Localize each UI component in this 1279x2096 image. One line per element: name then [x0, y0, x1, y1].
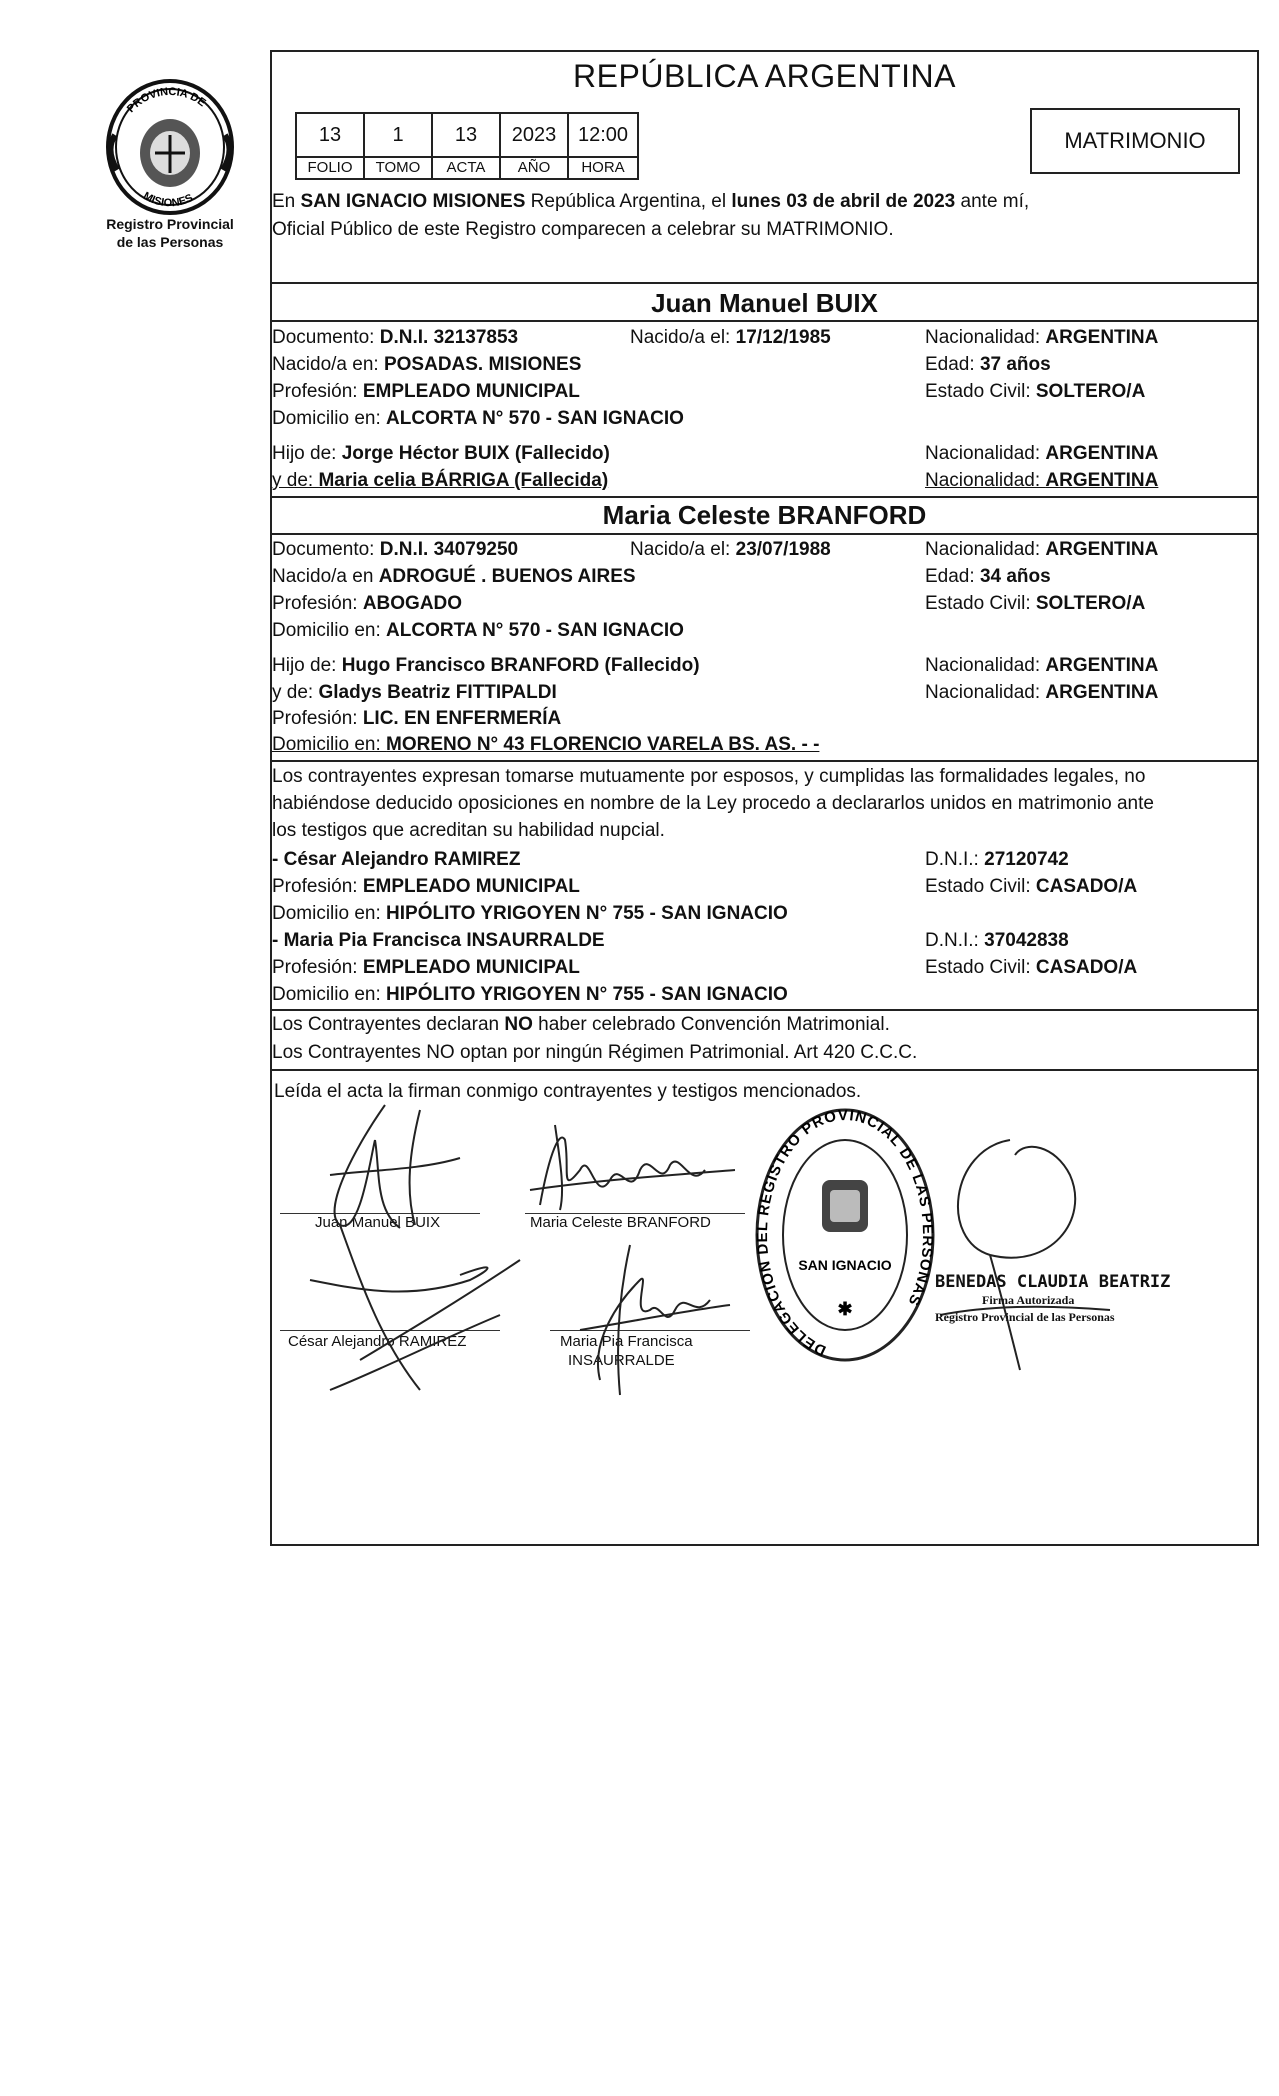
value: ARGENTINA — [1045, 655, 1159, 676]
spouse1-birthplace — [272, 353, 581, 377]
registry-seal-icon — [95, 75, 245, 215]
label: Domicilio en: — [272, 734, 387, 755]
value: ABOGADO — [362, 593, 463, 614]
tomo-label: TOMO — [375, 159, 421, 176]
official-name: BENEDAS CLAUDIA BEATRIZ — [935, 1272, 1171, 1292]
signature-label-witness2-l1: Maria Pia Francisca — [560, 1333, 693, 1350]
value: EMPLEADO MUNICIPAL — [362, 957, 580, 978]
code-anio — [501, 114, 569, 178]
code-hora — [569, 114, 637, 178]
label: Nacionalidad: — [925, 682, 1046, 703]
regime-line-2 — [272, 1041, 917, 1065]
value: ARGENTINA — [1045, 682, 1159, 703]
code-folio — [297, 114, 365, 178]
witness2-address — [272, 983, 788, 1007]
intro-line-1 — [272, 190, 1029, 214]
declaration-line-2: habiéndose deducido oposiciones en nombre de la Ley procedo a declararlos unidos en matrimonio ante — [272, 793, 1154, 814]
value: D.N.I. 34079250 — [379, 539, 519, 560]
label: Nacionalidad: — [925, 539, 1046, 560]
spouse1-father-nationality — [925, 442, 1158, 466]
label: Profesión: — [272, 876, 363, 897]
registry-logo — [95, 75, 245, 215]
signature-witness1-icon — [300, 1220, 540, 1400]
spouse2-father — [272, 654, 700, 678]
label: Estado Civil: — [925, 381, 1036, 402]
label: D.N.I.: — [925, 849, 985, 870]
stamp-star-icon: ✱ — [837, 1299, 853, 1319]
spouse1-name: Juan Manuel BUIX — [651, 288, 878, 318]
official-stamp-icon — [750, 1106, 940, 1370]
label: Nacionalidad: — [925, 327, 1046, 348]
value: 27120742 — [984, 849, 1069, 870]
label: y de: — [272, 682, 319, 703]
intro-line-2: Oficial Público de este Registro comparecen a celebrar su MATRIMONIO. — [272, 219, 894, 240]
spouse1-nationality — [925, 326, 1158, 350]
signature-label-witness2-l2: INSAURRALDE — [568, 1352, 675, 1369]
spouse2-age — [925, 565, 1051, 589]
anio-label: AÑO — [517, 159, 551, 176]
label: Nacido/a en — [272, 566, 379, 587]
spouse2-birthdate — [630, 538, 831, 562]
record-code-box — [295, 112, 639, 180]
value: LIC. EN ENFERMERÍA — [362, 708, 562, 729]
label: Profesión: — [272, 593, 363, 614]
record-type-box: MATRIMONIO — [1030, 108, 1240, 174]
label: Nacionalidad: — [925, 655, 1046, 676]
witness1-profession — [272, 875, 580, 899]
label: Nacionalidad: — [925, 470, 1046, 491]
svg-text:MISIONES — [141, 190, 195, 209]
divider — [270, 1009, 1259, 1011]
spouse1-civil-status — [925, 380, 1145, 404]
signature-spouse2-icon — [520, 1110, 740, 1220]
witness2-dni — [925, 929, 1069, 953]
acta-value: 13 — [433, 114, 499, 158]
label: Documento: — [272, 539, 380, 560]
value: CASADO/A — [1035, 876, 1138, 897]
intro-date: lunes 03 de abril de 2023 — [731, 191, 956, 212]
value: HIPÓLITO YRIGOYEN N° 755 - SAN IGNACIO — [386, 984, 788, 1005]
label: Edad: — [925, 566, 980, 587]
label: Domicilio en: — [272, 620, 387, 641]
value: ALCORTA N° 570 - SAN IGNACIO — [386, 620, 684, 641]
label: Nacionalidad: — [925, 443, 1046, 464]
text: NO — [426, 1042, 455, 1063]
value: Maria celia BÁRRIGA (Fallecida) — [318, 470, 609, 491]
divider — [270, 282, 1259, 284]
value: SOLTERO/A — [1035, 593, 1146, 614]
spouse2-nationality — [925, 538, 1158, 562]
value: ARGENTINA — [1045, 539, 1159, 560]
value: EMPLEADO MUNICIPAL — [362, 381, 580, 402]
value: Jorge Héctor BUIX (Fallecido) — [341, 443, 610, 464]
label: Profesión: — [272, 957, 363, 978]
declaration-line-3: los testigos que acreditan su habilidad nupcial. — [272, 820, 665, 841]
witness1-civil-status — [925, 875, 1137, 899]
witness1-address — [272, 902, 788, 926]
folio-value: 13 — [297, 114, 363, 158]
value: MORENO N° 43 FLORENCIO VARELA BS. AS. - - — [386, 734, 820, 755]
value: Hugo Francisco BRANFORD (Fallecido) — [341, 655, 700, 676]
official-title: Firma Autorizada — [982, 1293, 1075, 1307]
value: ARGENTINA — [1045, 443, 1159, 464]
spouse2-father-nationality — [925, 654, 1158, 678]
spouse1-father — [272, 442, 610, 466]
spouse2-mother-address — [272, 733, 819, 757]
spouse2-name: Maria Celeste BRANFORD — [602, 500, 927, 530]
value: 34 años — [979, 566, 1051, 587]
anio-value: 2023 — [501, 114, 567, 158]
logo-caption — [70, 215, 270, 251]
label: Hijo de: — [272, 443, 342, 464]
witness1-dni — [925, 848, 1069, 872]
closing-text: Leída el acta la firman conmigo contrayentes y testigos mencionados. — [274, 1081, 862, 1102]
spouse2-mother-nationality — [925, 681, 1158, 705]
value: D.N.I. 32137853 — [379, 327, 519, 348]
declaration-line-1: Los contrayentes expresan tomarse mutuamente por esposos, y cumplidas las formalidades legales, no — [272, 766, 1146, 787]
label: Domicilio en: — [272, 984, 387, 1005]
value: HIPÓLITO YRIGOYEN N° 755 - SAN IGNACIO — [386, 903, 788, 924]
witness2-civil-status — [925, 956, 1137, 980]
signature-label-spouse2: Maria Celeste BRANFORD — [530, 1214, 711, 1231]
text: NO — [504, 1014, 533, 1035]
intro-text: República Argentina, el — [525, 191, 732, 212]
spouse2-address — [272, 619, 684, 643]
witness1-name: - César Alejandro RAMIREZ — [272, 849, 521, 870]
label: Documento: — [272, 327, 380, 348]
spouse1-age — [925, 353, 1051, 377]
value: CASADO/A — [1035, 957, 1138, 978]
value: EMPLEADO MUNICIPAL — [362, 876, 580, 897]
text: Los Contrayentes — [272, 1042, 427, 1063]
official-org: Registro Provincial de las Personas — [935, 1310, 1115, 1324]
tomo-value: 1 — [365, 114, 431, 158]
text: optan por ningún Régimen Patrimonial. Art 420 C.C.C. — [454, 1042, 918, 1063]
divider — [270, 1069, 1259, 1071]
label: Profesión: — [272, 708, 363, 729]
code-tomo — [365, 114, 433, 178]
hora-value: 12:00 — [569, 114, 637, 158]
label: Domicilio en: — [272, 408, 387, 429]
label: Domicilio en: — [272, 903, 387, 924]
spouse2-mother — [272, 681, 557, 705]
spouse1-mother-nationality — [925, 469, 1158, 493]
seal-text-top: PROVINCIA DE — [124, 85, 208, 116]
intro-place: SAN IGNACIO MISIONES — [300, 191, 526, 212]
label: Profesión: — [272, 381, 363, 402]
label: Estado Civil: — [925, 593, 1036, 614]
text: Los Contrayentes declaran — [272, 1014, 505, 1035]
label: Nacido/a el: — [630, 539, 736, 560]
label: Estado Civil: — [925, 876, 1036, 897]
value: POSADAS. MISIONES — [383, 354, 582, 375]
value: ADROGUÉ . BUENOS AIRES — [378, 566, 636, 587]
label: D.N.I.: — [925, 930, 985, 951]
signature-official-icon — [930, 1130, 1130, 1390]
spouse1-mother — [272, 469, 608, 493]
value: ALCORTA N° 570 - SAN IGNACIO — [386, 408, 684, 429]
hora-label: HORA — [581, 159, 625, 176]
value: 37042838 — [984, 930, 1069, 951]
value: ARGENTINA — [1045, 470, 1159, 491]
value: 17/12/1985 — [735, 327, 831, 348]
signature-witness2-icon — [560, 1240, 750, 1400]
logo-caption-line2: de las Personas — [116, 234, 224, 250]
spouse1-address — [272, 407, 684, 431]
stamp-center-text: SAN IGNACIO — [798, 1257, 892, 1273]
value: Gladys Beatriz FITTIPALDI — [318, 682, 557, 703]
spouse2-birthplace — [272, 565, 636, 589]
logo-caption-line1: Registro Provincial — [106, 216, 234, 232]
intro-text: ante mí, — [955, 191, 1030, 212]
signature-label-witness1: César Alejandro RAMIREZ — [288, 1333, 467, 1350]
value: ARGENTINA — [1045, 327, 1159, 348]
value: 37 años — [979, 354, 1051, 375]
label: Estado Civil: — [925, 957, 1036, 978]
acta-label: ACTA — [446, 159, 486, 176]
value: SOLTERO/A — [1035, 381, 1146, 402]
divider — [270, 320, 1259, 322]
spouse2-profession — [272, 592, 462, 616]
folio-label: FOLIO — [307, 159, 353, 176]
spouse2-civil-status — [925, 592, 1145, 616]
text: haber celebrado Convención Matrimonial. — [532, 1014, 890, 1035]
divider — [270, 760, 1259, 762]
label: Nacido/a el: — [630, 327, 736, 348]
code-acta — [433, 114, 501, 178]
stamp-ring-text: DELEGACION DEL REGISTRO PROVINCIAL DE LAS PERSONAS — [754, 1106, 937, 1359]
label: Hijo de: — [272, 655, 342, 676]
regime-line-1 — [272, 1013, 890, 1037]
seal-text-bottom: MISIONES — [141, 190, 195, 210]
witness2-profession — [272, 956, 580, 980]
witness2-name: - Maria Pia Francisca INSAURRALDE — [272, 930, 605, 951]
intro-text: En — [272, 191, 301, 212]
signature-label-spouse1: Juan Manuel BUIX — [315, 1214, 441, 1231]
spouse2-document — [272, 538, 518, 562]
divider — [270, 496, 1259, 498]
signature-spouse1-icon — [300, 1100, 500, 1240]
label: Edad: — [925, 354, 980, 375]
spouse1-birthdate — [630, 326, 831, 350]
value: 23/07/1988 — [735, 539, 831, 560]
label: y de: — [272, 470, 319, 491]
spouse1-document — [272, 326, 518, 350]
spouse1-profession — [272, 380, 580, 404]
label: Nacido/a en: — [272, 354, 384, 375]
divider — [270, 533, 1259, 535]
spouse2-mother-profession — [272, 707, 561, 731]
document-title: REPÚBLICA ARGENTINA — [573, 58, 956, 94]
